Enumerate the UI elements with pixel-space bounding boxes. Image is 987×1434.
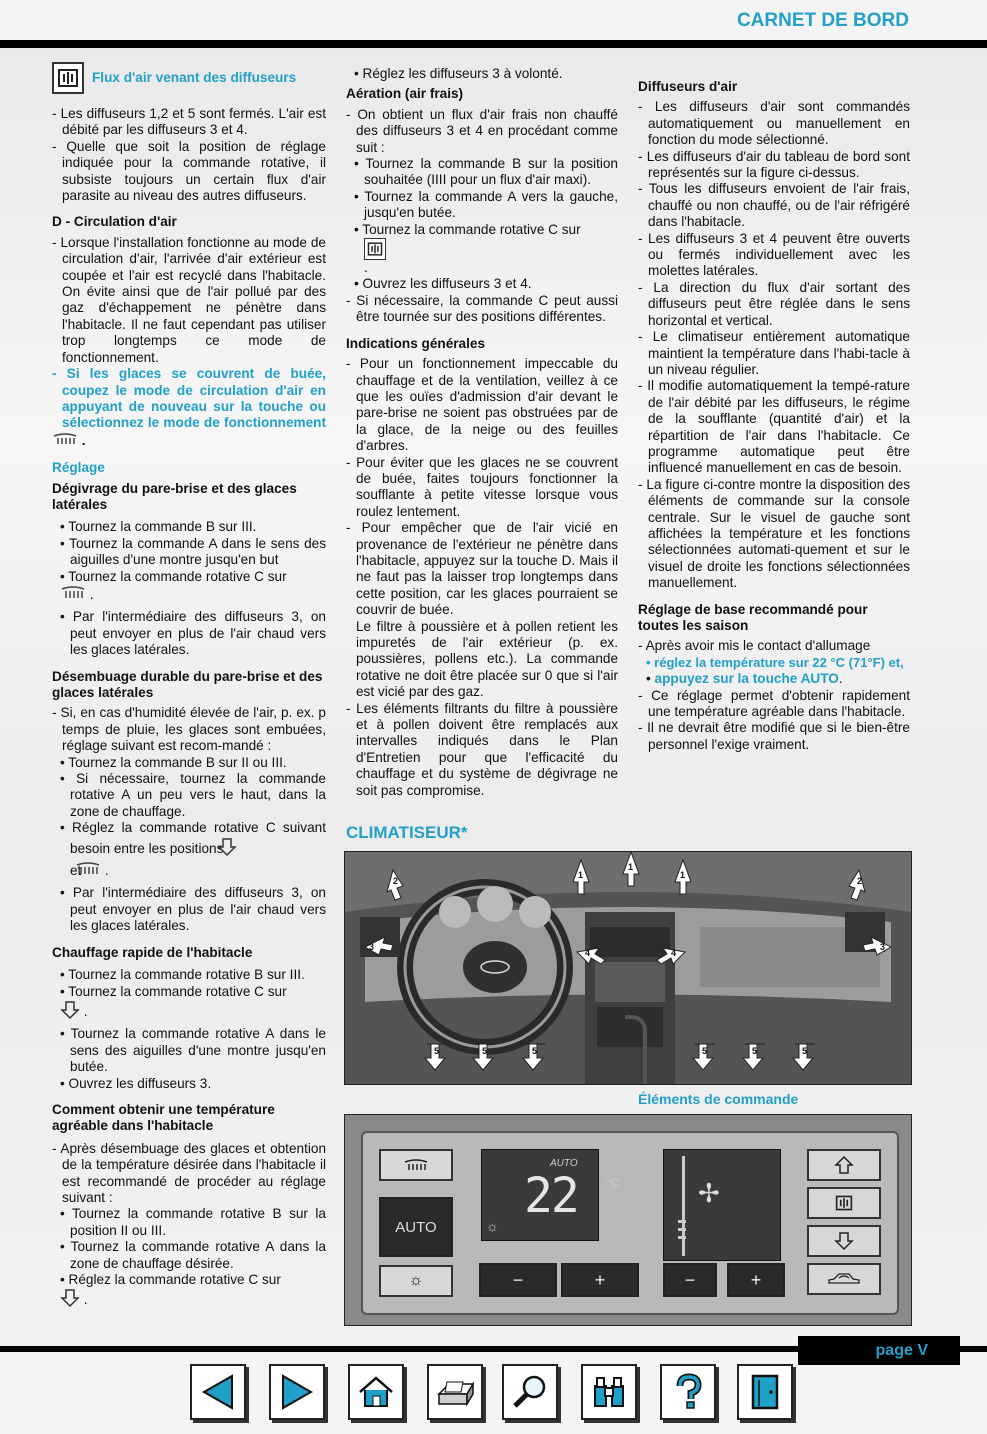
footwell-arrow-icon <box>70 1000 80 1024</box>
reglage-base-bullet-1: - Après avoir mis le contact d'allumage <box>638 638 871 654</box>
question-mark-icon <box>668 1372 708 1412</box>
vent-label: 4 <box>671 948 677 958</box>
degivrage-step-3: • Tournez la commande rotative C sur . <box>52 569 326 606</box>
chauffage-step-2: • Tournez la commande rotative C sur . <box>52 984 326 1025</box>
indications-filter-text: Le filtre à poussière et à pollen retient les impuretés de l'air extérieur (p. ex. poussières, pollens etc.). La commande rotative ne doit être placée sur 0 que si l'air est vicié par des gaz. <box>356 618 618 700</box>
exit-button[interactable] <box>737 1364 793 1420</box>
vent-label: 5 <box>802 1046 808 1056</box>
print-button[interactable] <box>427 1364 483 1420</box>
reglage-base-bullet-3: - Il ne devrait être modifié que si le bien-être personnel l'exige vraiment. <box>638 720 910 752</box>
temp-down-button[interactable]: − <box>479 1263 557 1297</box>
diffuseurs-bullet-4: - Les diffuseurs 3 et 4 peuvent être ouverts ou fermés individuellement avec les molettes latérales. <box>638 230 910 279</box>
home-icon <box>356 1372 396 1412</box>
degivrage-step-1: • Tournez la commande B sur III. <box>60 519 257 535</box>
vent-label: 5 <box>434 1046 440 1056</box>
desembuage-step-4: • Par l'intermédiaire des diffuseurs 3, on peut envoyer en plus de l'air chaud vers les glaces latérales. <box>60 885 326 934</box>
fan-up-button[interactable]: + <box>727 1263 785 1297</box>
vent-label: 2 <box>393 876 399 886</box>
top-rule <box>0 40 987 48</box>
binoculars-icon <box>589 1372 629 1412</box>
aeration-step-3: • Tournez la commande rotative C sur . <box>354 221 581 276</box>
index-button[interactable] <box>581 1364 637 1420</box>
dashboard-figure <box>344 851 912 1085</box>
recirculation-car-icon <box>827 1271 861 1287</box>
left-display <box>481 1149 620 1241</box>
chauffage-title: Chauffage rapide de l'habitacle <box>52 944 253 960</box>
vent-label: 2 <box>857 876 863 886</box>
fan-down-button[interactable]: − <box>663 1263 717 1297</box>
degivrage-step-4: • Par l'intermédiaire des diffuseurs 3, on peut envoyer en plus de l'air chaud vers les glaces latérales. <box>60 609 326 658</box>
page-number: page V <box>798 1336 960 1365</box>
arrow-up-icon <box>834 1155 854 1175</box>
recirculation-button[interactable] <box>807 1263 881 1295</box>
circulation-title: D - Circulation d'air <box>52 214 177 230</box>
indications-bullet-2: - Pour éviter que les glaces ne se couvrent de buée, faites toujours fonctionner la soufflante à petite vitesse lorsque vous roulez lentement. <box>346 454 618 519</box>
right-display <box>663 1149 781 1261</box>
temperature-title: Comment obtenir une température agréable dans l'habitacle <box>52 1101 275 1134</box>
reglage-title: Réglage <box>52 460 105 476</box>
fan-icon: ✢ <box>698 1178 720 1208</box>
temperature-unit: °C <box>606 1176 620 1190</box>
aeration-step-1: • Tournez la commande B sur la position souhaitée (IIII pour un flux d'air maxi). <box>354 156 618 188</box>
defrost-icon <box>403 1158 429 1172</box>
column-2 <box>346 66 618 799</box>
fan-level-scale <box>682 1156 685 1256</box>
magnifier-icon <box>510 1372 550 1412</box>
diffuseurs-bullet-5: - La direction du flux d'air sortant des diffuseurs peut être réglée dans le sens horizontal et vertical. <box>638 279 910 328</box>
diffuseurs-title: Diffuseurs d'air <box>638 79 738 94</box>
aeration-bullet-1: - On obtient un flux d'air frais non chauffé des diffuseurs 3 et 4 en procédant comme suit : <box>346 106 618 155</box>
reglage-base-step-2: • appuyez sur la touche AUTO. <box>646 671 843 687</box>
climatiseur-title: CLIMATISEUR* <box>346 823 468 842</box>
indications-bullet-3: - Pour empêcher que de l'air vicié en provenance de l'extérieur ne pénètre dans l'habitacle, appuyez sur la touche D. Mais il ne faut pas la laisser trop longtemps dans cette position, car les glaces pourraient se couvrir de buée. <box>346 520 618 618</box>
circulation-bullet-2: - Si les glaces se couvrent de buée, coupez le mode de circulation d'air en appuyant de nouveau sur la touche ou sélectionnez le mode de fonctionnement . <box>52 366 326 450</box>
sun-icon: ☼ <box>408 1272 424 1289</box>
desembuage-title: Désembuage durable du pare-brise et des glaces latérales <box>52 668 323 700</box>
column-1 <box>52 62 326 1313</box>
vent-label: 5 <box>482 1046 488 1056</box>
previous-page-button[interactable] <box>190 1364 246 1420</box>
vent-label: 5 <box>532 1046 538 1056</box>
dashboard-illustration <box>345 852 911 1084</box>
diffuseurs-bullet-1: - Les diffuseurs d'air sont commandés automatiquement ou manuellement en fonction du mode sélectionné. <box>638 99 910 148</box>
vent-label: 1 <box>680 870 686 880</box>
defrost-icon <box>62 432 78 450</box>
next-page-button[interactable] <box>269 1364 325 1420</box>
indications-bullet-4: - Les éléments filtrants du filtre à poussière et à pollen doivent être remplacés aux intervalles indiqués dans le Plan d'Entretien pour que l'efficacité du chauffage et du système de dégivrage ne soit pas compromise. <box>346 700 618 798</box>
vent-label: 5 <box>702 1046 708 1056</box>
vent-label: 4 <box>585 948 591 958</box>
vent-label: 1 <box>628 862 634 872</box>
help-button[interactable] <box>660 1364 716 1420</box>
desembuage-step-3: • Réglez la commande rotative C suivant besoin entre les positions et . <box>52 820 326 881</box>
footwell-arrow-icon <box>834 1231 854 1251</box>
desembuage-bullet: - Si, en cas d'humidité élevée de l'air, p. ex. p temps de pluie, les glaces sont embuées, réglage suivant est recom-mandé : <box>52 705 326 754</box>
circulation-bullet-1: - Lorsque l'installation fonctionne au mode de circulation d'air, l'arrivée d'air extérieur est coupée et l'air est recyclé dans l'habitacle. On évite ainsi que de l'air pollué par des gaz d'échappement ne pénètre dans l'habitacle. Il ne faut cependant pas utiliser trop longtemps ce mode de fonctionnement. <box>52 234 326 365</box>
fan-level-bar <box>678 1236 686 1239</box>
chauffage-step-4: • Ouvrez les diffuseurs 3. <box>60 1075 212 1091</box>
flux-bullet-2: - Quelle que soit la position de réglage indiquée pour la commande rotative, il subsiste toujours un certain flux d'air parasite au niveau des autres diffuseurs. <box>52 138 326 204</box>
header-title: CARNET DE BORD <box>736 10 909 31</box>
footwell-arrow-icon <box>70 1288 80 1312</box>
footwell-vent-icon <box>364 238 386 260</box>
vent-label: 3 <box>369 942 375 952</box>
reglage-base-step-1: • réglez la température sur 22 °C (71°F) et, <box>646 654 904 670</box>
vent-label: 3 <box>880 942 886 952</box>
defrost-icon <box>85 861 101 881</box>
diffuseurs-bullet-2: - Les diffuseurs d'air du tableau de bord sont représentés sur la figure ci-dessus. <box>638 148 910 181</box>
arrow-right-icon <box>277 1372 317 1412</box>
printer-icon <box>433 1372 477 1412</box>
footwell-vent-icon <box>835 1194 853 1212</box>
temperature-step-1: • Tournez la commande rotative B sur la position II ou III. <box>60 1206 326 1238</box>
chauffage-step-3: • Tournez la commande rotative A dans le sens des aiguilles d'une montre jusqu'en butée. <box>60 1026 326 1075</box>
footwell-vent-icon <box>52 62 84 94</box>
flux-bullet-1: - Les diffuseurs 1,2 et 5 sont fermés. L'air est débité par les diffuseurs 3 et 4. <box>52 106 326 138</box>
flux-title: Flux d'air venant des diffuseurs <box>92 69 297 85</box>
temp-up-button[interactable]: + <box>561 1263 639 1297</box>
aeration-bullet-2: - Si nécessaire, la commande C peut aussi être tournée sur des positions différentes. <box>346 292 618 325</box>
reglage-base-title: Réglage de base recommandé pour toutes les saison <box>638 601 868 633</box>
aeration-step-2: • Tournez la commande A vers la gauche, jusqu'en butée. <box>354 188 618 221</box>
desembuage-step-1: • Tournez la commande B sur II ou III. <box>60 754 287 770</box>
home-button[interactable] <box>348 1364 404 1420</box>
arrow-left-icon <box>198 1372 238 1412</box>
defrost-icon <box>70 585 86 605</box>
footwell-button[interactable] <box>807 1225 881 1257</box>
flux-header <box>52 62 326 94</box>
reglage-base-bullet-2: - Ce réglage permet d'obtenir rapidement une température agréable dans l'habitacle. <box>638 687 910 720</box>
temperature-readout: 22 <box>524 1168 578 1224</box>
vent-label: 1 <box>578 870 584 880</box>
desembuage-step-2: • Si nécessaire, tournez la commande rotative A un peu vers le haut, dans la zone de chauffage. <box>60 771 326 819</box>
degivrage-step-2: • Tournez la commande A dans le sens des aiguilles d'une montre jusqu'en but <box>60 535 326 568</box>
temperature-step-2: • Tournez la commande rotative A dans la zone de chauffage désirée. <box>60 1239 326 1271</box>
diffuseurs-bullet-7: - Il modifie automatiquement la tempé-rature de l'air débité par les diffuseurs, le régime de la soufflante (quantité d'air) et la répartition de l'air dans l'habitacle. Ce programme automatique peut être influencé manuellement en cas de besoin. <box>638 378 910 476</box>
economy-button[interactable] <box>379 1265 453 1297</box>
vent-label: 5 <box>752 1046 758 1056</box>
chauffage-step-1: • Tournez la commande rotative B sur III. <box>60 967 305 983</box>
temperature-step-3: • Réglez la commande rotative C sur . <box>52 1272 326 1313</box>
diffuseurs-bullet-6: - Le climatiseur entièrement automatique maintient la température dans l'habi-tacle à un niveau régulier. <box>638 329 910 377</box>
diffuseurs-bullet-3: - Tous les diffuseurs envoient de l'air frais, chauffé ou non chauffé, ou de l'air réfrigéré dans l'habitacle. <box>638 181 910 230</box>
reglez-diffuseurs: • Réglez les diffuseurs 3 à volonté. <box>354 66 563 81</box>
degivrage-title: Dégivrage du pare-brise et des glaces latérales <box>52 480 297 512</box>
aeration-step-4: • Ouvrez les diffuseurs 3 et 4. <box>354 276 532 292</box>
control-panel-figure <box>344 1114 912 1326</box>
defrost-button[interactable] <box>379 1149 453 1181</box>
footwell-arrow-icon <box>227 837 237 861</box>
indications-bullet-1: - Pour un fonctionnement impeccable du chauffage et de la ventilation, veillez à ce que les ouïes d'admission d'air devant le pare-brise ne soient pas obstruées par de la glace, de la neige ou des feuilles d'arbres. <box>346 356 618 454</box>
center-vent-button[interactable] <box>807 1187 881 1219</box>
indications-title: Indications générales <box>346 335 486 351</box>
search-button[interactable] <box>502 1364 558 1420</box>
sun-icon: ☼ <box>486 1218 499 1234</box>
aeration-title: Aération (air frais) <box>346 86 464 102</box>
fan-level-bar <box>678 1228 686 1231</box>
fan-level-bar <box>678 1220 686 1223</box>
figure-caption: Éléments de commande <box>638 1091 799 1107</box>
column-3 <box>638 79 910 753</box>
temperature-bullet: - Après désembuage des glaces et obtention de la température désirée dans l'habitacle il est recommandé de procéder au réglage suivant : <box>52 1140 326 1205</box>
diffuseurs-bullet-8: - La figure ci-contre montre la disposition des éléments de commande sur la console centrale. Sur le visuel de gauche sont affichées la température et les fonctions sélectionnées automati-quement et sur le visuel de droite les fonctions sélectionnées manuellement. <box>638 476 910 591</box>
auto-button[interactable]: AUTO <box>379 1197 453 1257</box>
exit-door-icon <box>745 1372 785 1412</box>
windscreen-vent-button[interactable] <box>807 1149 881 1181</box>
display-mode: AUTO <box>550 1158 578 1169</box>
